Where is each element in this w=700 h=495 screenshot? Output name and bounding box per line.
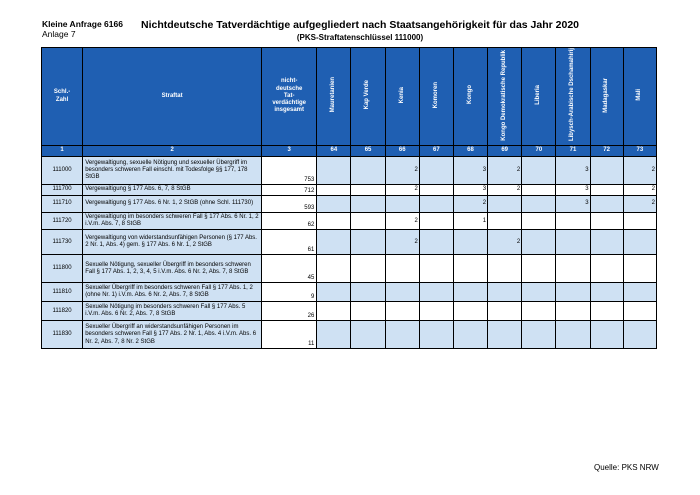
col-header-country: Mauretanien (317, 48, 351, 146)
cell-country-value (385, 255, 419, 283)
cell-country-value (522, 196, 556, 213)
cell-country-value (317, 157, 351, 185)
cell-country-value: 2 (488, 185, 522, 196)
cell-country-value: 2 (385, 230, 419, 255)
cell-schl: 111700 (42, 185, 83, 196)
table-row (42, 283, 657, 302)
cell-straftat: Vergewaltigung im besonders schweren Fall § 177 Abs. 6 Nr. 1, 2 i.V.m. Abs. 7, 8 StGB (83, 213, 262, 230)
cell-country-value (453, 230, 487, 255)
cell-straftat: Sexuelle Nötigung, sexueller Übergriff im besonders schweren Fall § 177 Abs. 1, 2, 3, 4, 5 i.V.m. Abs. 6 Nr. 2, Abs. 7, 8 StGB (83, 255, 262, 283)
cell-country-value (522, 321, 556, 349)
table-row (42, 255, 657, 283)
cell-country-value (453, 321, 487, 349)
cell-country-value: 2 (623, 185, 656, 196)
cell-straftat: Sexuelle Nötigung im besonders schweren Fall § 177 Abs. 5 i.V.m. Abs. 6 Nr. 2, Abs. 7, 8 StGB (83, 302, 262, 321)
cell-country-value (590, 157, 623, 185)
cell-country-value (590, 185, 623, 196)
cell-straftat: Sexueller Übergriff an widerstandsunfähigen Personen im besonders schweren Fall § 177 Abs. 2 Nr. 1, Abs. 4 i.V.m. Abs. 6 Nr. 2, Abs. 7, 8 Nr. 2 StGB (83, 321, 262, 349)
cell-country-value (488, 196, 522, 213)
cell-total: 712 (262, 185, 317, 196)
page-subtitle: (PKS-Straftatenschlüssel 111000) (296, 33, 424, 42)
cell-country-value (419, 196, 453, 213)
cell-country-value (590, 302, 623, 321)
cell-country-value (351, 196, 385, 213)
cell-country-value (590, 196, 623, 213)
cell-straftat: Sexueller Übergriff im besonders schweren Fall § 177 Abs. 1, 2 (ohne Nr. 1) i.V.m. Abs. 6 Nr. 2, Abs. 7, 8 StGB (83, 283, 262, 302)
column-number: 3 (262, 146, 317, 157)
cell-total: 11 (262, 321, 317, 349)
cell-country-value (590, 213, 623, 230)
table-row (42, 185, 657, 196)
cell-straftat: Vergewaltigung von widerstandsunfähigen Personen (§ 177 Abs. 2 Nr. 1, Abs. 4) gem. § 177 Abs. 6 Nr. 1, 2 StGB (83, 230, 262, 255)
cell-country-value (351, 255, 385, 283)
cell-schl: 111810 (42, 283, 83, 302)
page-title: Nichtdeutsche Tatverdächtige aufgegliedert nach Staatsangehörigkeit für das Jahr 2020 (140, 19, 580, 31)
cell-country-value: 1 (453, 213, 487, 230)
cell-country-value (556, 230, 590, 255)
cell-country-value: 3 (453, 157, 487, 185)
cell-country-value: 2 (385, 157, 419, 185)
cell-country-value (623, 213, 656, 230)
cell-country-value (522, 283, 556, 302)
column-number: 2 (83, 146, 262, 157)
cell-country-value: 2 (623, 157, 656, 185)
column-number: 70 (522, 146, 556, 157)
cell-country-value (488, 302, 522, 321)
cell-country-value (556, 213, 590, 230)
attachment-label: Anlage 7 (42, 29, 76, 39)
cell-country-value (317, 302, 351, 321)
col-header-country: Libysch-Arabische Dschamahirij (556, 48, 590, 146)
cell-country-value (385, 283, 419, 302)
cell-country-value (453, 302, 487, 321)
table-row (42, 196, 657, 213)
cell-country-value (351, 213, 385, 230)
header-row (42, 48, 657, 146)
cell-country-value (522, 302, 556, 321)
doc-id: Kleine Anfrage 6166 (42, 19, 123, 29)
cell-country-value (522, 230, 556, 255)
col-header-country: Kongo Demokratische Republik (488, 48, 522, 146)
cell-country-value (419, 213, 453, 230)
cell-country-value: 2 (453, 196, 487, 213)
cell-schl: 111710 (42, 196, 83, 213)
cell-country-value (419, 283, 453, 302)
cell-country-value (419, 321, 453, 349)
cell-country-value (453, 255, 487, 283)
cell-country-value (488, 321, 522, 349)
column-number: 72 (590, 146, 623, 157)
cell-schl: 111000 (42, 157, 83, 185)
cell-country-value (623, 255, 656, 283)
cell-country-value (590, 283, 623, 302)
cell-country-value (522, 213, 556, 230)
table-row (42, 302, 657, 321)
cell-country-value (522, 157, 556, 185)
cell-country-value (522, 255, 556, 283)
cell-country-value (419, 230, 453, 255)
col-header-country: Mali (623, 48, 656, 146)
column-number: 69 (488, 146, 522, 157)
column-number: 65 (351, 146, 385, 157)
cell-straftat: Vergewaltigung § 177 Abs. 6, 7, 8 StGB (83, 185, 262, 196)
cell-country-value: 2 (385, 213, 419, 230)
cell-country-value (623, 302, 656, 321)
cell-country-value: 2 (488, 230, 522, 255)
cell-country-value (317, 185, 351, 196)
col-header-country: Kap Verde (351, 48, 385, 146)
col-header-country: Madagaskar (590, 48, 623, 146)
cell-country-value (488, 255, 522, 283)
cell-total: 9 (262, 283, 317, 302)
cell-country-value (419, 157, 453, 185)
table-body (42, 157, 657, 349)
cell-straftat: Vergewaltigung § 177 Abs. 6 Nr. 1, 2 StGB (ohne Schl. 111730) (83, 196, 262, 213)
cell-country-value: 3 (556, 185, 590, 196)
table-row (42, 321, 657, 349)
col-header-straftat: Straftat (83, 48, 262, 146)
cell-country-value (453, 283, 487, 302)
cell-country-value: 3 (556, 196, 590, 213)
table-row (42, 213, 657, 230)
column-number: 73 (623, 146, 656, 157)
data-table (41, 47, 657, 349)
cell-country-value (351, 302, 385, 321)
cell-total: 45 (262, 255, 317, 283)
cell-country-value (556, 302, 590, 321)
source-note: Quelle: PKS NRW (594, 463, 659, 472)
column-number: 1 (42, 146, 83, 157)
cell-country-value (590, 255, 623, 283)
cell-country-value (317, 255, 351, 283)
cell-country-value (385, 321, 419, 349)
cell-schl: 111720 (42, 213, 83, 230)
cell-country-value: 3 (453, 185, 487, 196)
cell-country-value: 2 (623, 196, 656, 213)
cell-country-value (351, 321, 385, 349)
cell-country-value (419, 255, 453, 283)
column-number: 64 (317, 146, 351, 157)
cell-schl: 111800 (42, 255, 83, 283)
cell-schl: 111830 (42, 321, 83, 349)
cell-country-value (317, 283, 351, 302)
cell-country-value (351, 157, 385, 185)
cell-country-value (317, 213, 351, 230)
cell-country-value (488, 283, 522, 302)
col-header-country: Liberia (522, 48, 556, 146)
cell-country-value (419, 302, 453, 321)
column-number: 66 (385, 146, 419, 157)
cell-country-value (590, 321, 623, 349)
cell-country-value (385, 196, 419, 213)
cell-straftat: Vergewaltigung, sexuelle Nötigung und sexueller Übergriff im besonders schweren Fall einschl. mit Todesfolge §§ 177, 178 StGB (83, 157, 262, 185)
column-number: 67 (419, 146, 453, 157)
document-meta (42, 19, 123, 39)
cell-country-value (522, 185, 556, 196)
cell-country-value (419, 185, 453, 196)
cell-total: 753 (262, 157, 317, 185)
cell-country-value (351, 185, 385, 196)
cell-country-value (317, 321, 351, 349)
cell-country-value (556, 255, 590, 283)
cell-country-value (623, 283, 656, 302)
column-number-row (42, 146, 657, 157)
cell-total: 61 (262, 230, 317, 255)
table-row (42, 230, 657, 255)
cell-total: 62 (262, 213, 317, 230)
cell-country-value (590, 230, 623, 255)
col-header-country: Kongo (453, 48, 487, 146)
cell-schl: 111820 (42, 302, 83, 321)
cell-country-value (351, 230, 385, 255)
cell-country-value (488, 213, 522, 230)
cell-country-value (385, 302, 419, 321)
column-number: 68 (453, 146, 487, 157)
cell-country-value (351, 283, 385, 302)
col-header-country: Komoren (419, 48, 453, 146)
column-number: 71 (556, 146, 590, 157)
col-header-schl: Schl.- Zahl (42, 48, 83, 146)
col-header-country: Kenia (385, 48, 419, 146)
cell-country-value (556, 283, 590, 302)
cell-schl: 111730 (42, 230, 83, 255)
cell-country-value (317, 196, 351, 213)
cell-country-value (317, 230, 351, 255)
cell-country-value (623, 321, 656, 349)
cell-total: 593 (262, 196, 317, 213)
cell-country-value: 2 (488, 157, 522, 185)
cell-total: 26 (262, 302, 317, 321)
cell-country-value: 3 (556, 157, 590, 185)
cell-country-value: 2 (385, 185, 419, 196)
table-row (42, 157, 657, 185)
col-header-total: nicht- deutsche Tat- verdächtige insgesamt (262, 48, 317, 146)
cell-country-value (623, 230, 656, 255)
cell-country-value (556, 321, 590, 349)
